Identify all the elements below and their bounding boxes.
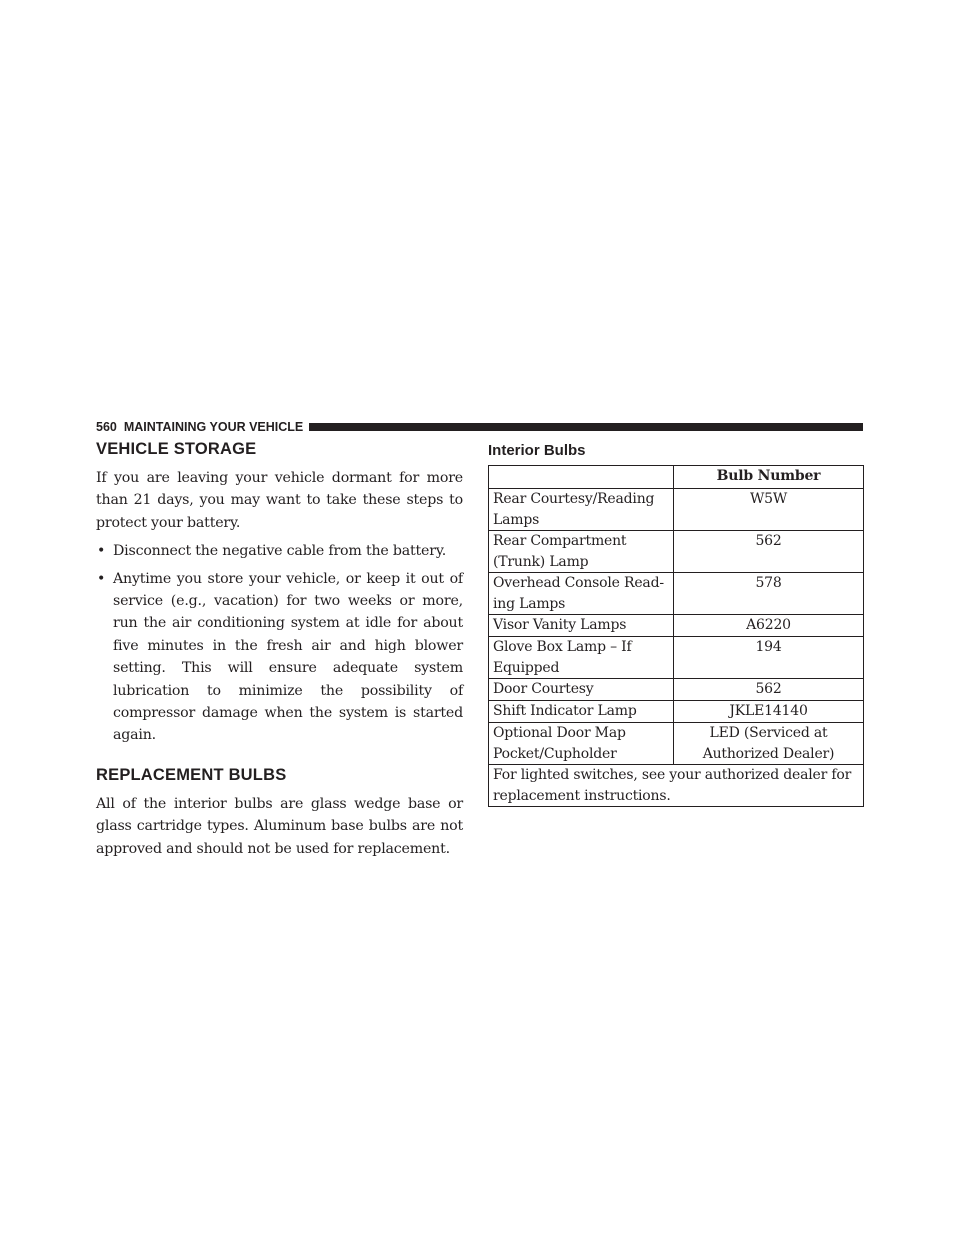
table-row [489,637,864,679]
bullet-text: Anytime you store your vehicle, or keep it out of service (e.g., vacation) for two weeks or more, run the air conditioning system at idle for about five minutes in the fresh air and high blower setting. This will ensure adequate system lubrication to minimize the possibility of compressor damage when the system is started again. [113,570,463,744]
table-footnote: For lighted switches, see your authorized dealer for replacement instructions. [489,765,864,807]
bulb-cell: W5W [674,489,864,531]
table-row [489,615,864,637]
lamp-cell: Rear Compartment (Trunk) Lamp [489,531,674,573]
bulb-cell: JKLE14140 [674,701,864,723]
table-row [489,679,864,701]
table-header-row [489,466,864,489]
bulb-cell: 578 [674,573,864,615]
interior-bulbs-heading: Interior Bulbs [488,442,586,459]
bulb-cell: 194 [674,637,864,679]
replacement-bulbs-text: All of the interior bulbs are glass wedge base or glass cartridge types. Aluminum base bulbs are not approved and should not be used for replacement. [96,795,463,857]
right-column [488,440,864,807]
page-number: 560 [96,420,117,434]
lamp-cell: Visor Vanity Lamps [489,615,674,637]
table-row [489,701,864,723]
vehicle-storage-bullets [96,540,463,747]
lamp-cell: Overhead Console Read- ing Lamps [489,573,674,615]
table-row [489,573,864,615]
list-item [96,568,463,747]
table-footnote-row [489,765,864,807]
header-rule [309,423,863,431]
lamp-cell: Optional Door Map Pocket/Cupholder [489,723,674,765]
table-row [489,531,864,573]
bulb-cell: LED (Serviced at Authorized Dealer) [674,723,864,765]
vehicle-storage-heading: VEHICLE STORAGE [96,440,257,458]
table-row [489,723,864,765]
bullet-icon: • [97,570,106,587]
replacement-bulbs-heading: REPLACEMENT BULBS [96,765,287,784]
bulb-cell: A6220 [674,615,864,637]
vehicle-storage-intro: If you are leaving your vehicle dormant for more than 21 days, you may want to take these steps to protect your battery. [96,470,463,531]
bullet-text: Disconnect the negative cable from the battery. [113,543,447,560]
bullet-icon: • [97,543,106,560]
list-item [96,540,463,562]
lamp-cell: Door Courtesy [489,679,674,701]
lamp-cell: Rear Courtesy/Reading Lamps [489,489,674,531]
table-row [489,489,864,531]
header-cell-blank [489,466,674,489]
page-header [96,418,863,436]
bulb-cell: 562 [674,679,864,701]
section-title: MAINTAINING YOUR VEHICLE [123,420,304,434]
lamp-cell: Glove Box Lamp – If Equipped [489,637,674,679]
lamp-cell: Shift Indicator Lamp [489,701,674,723]
bulb-cell: 562 [674,531,864,573]
header-cell-bulb-number: Bulb Number [674,466,864,489]
interior-bulbs-table [488,465,864,807]
left-column [96,440,463,860]
